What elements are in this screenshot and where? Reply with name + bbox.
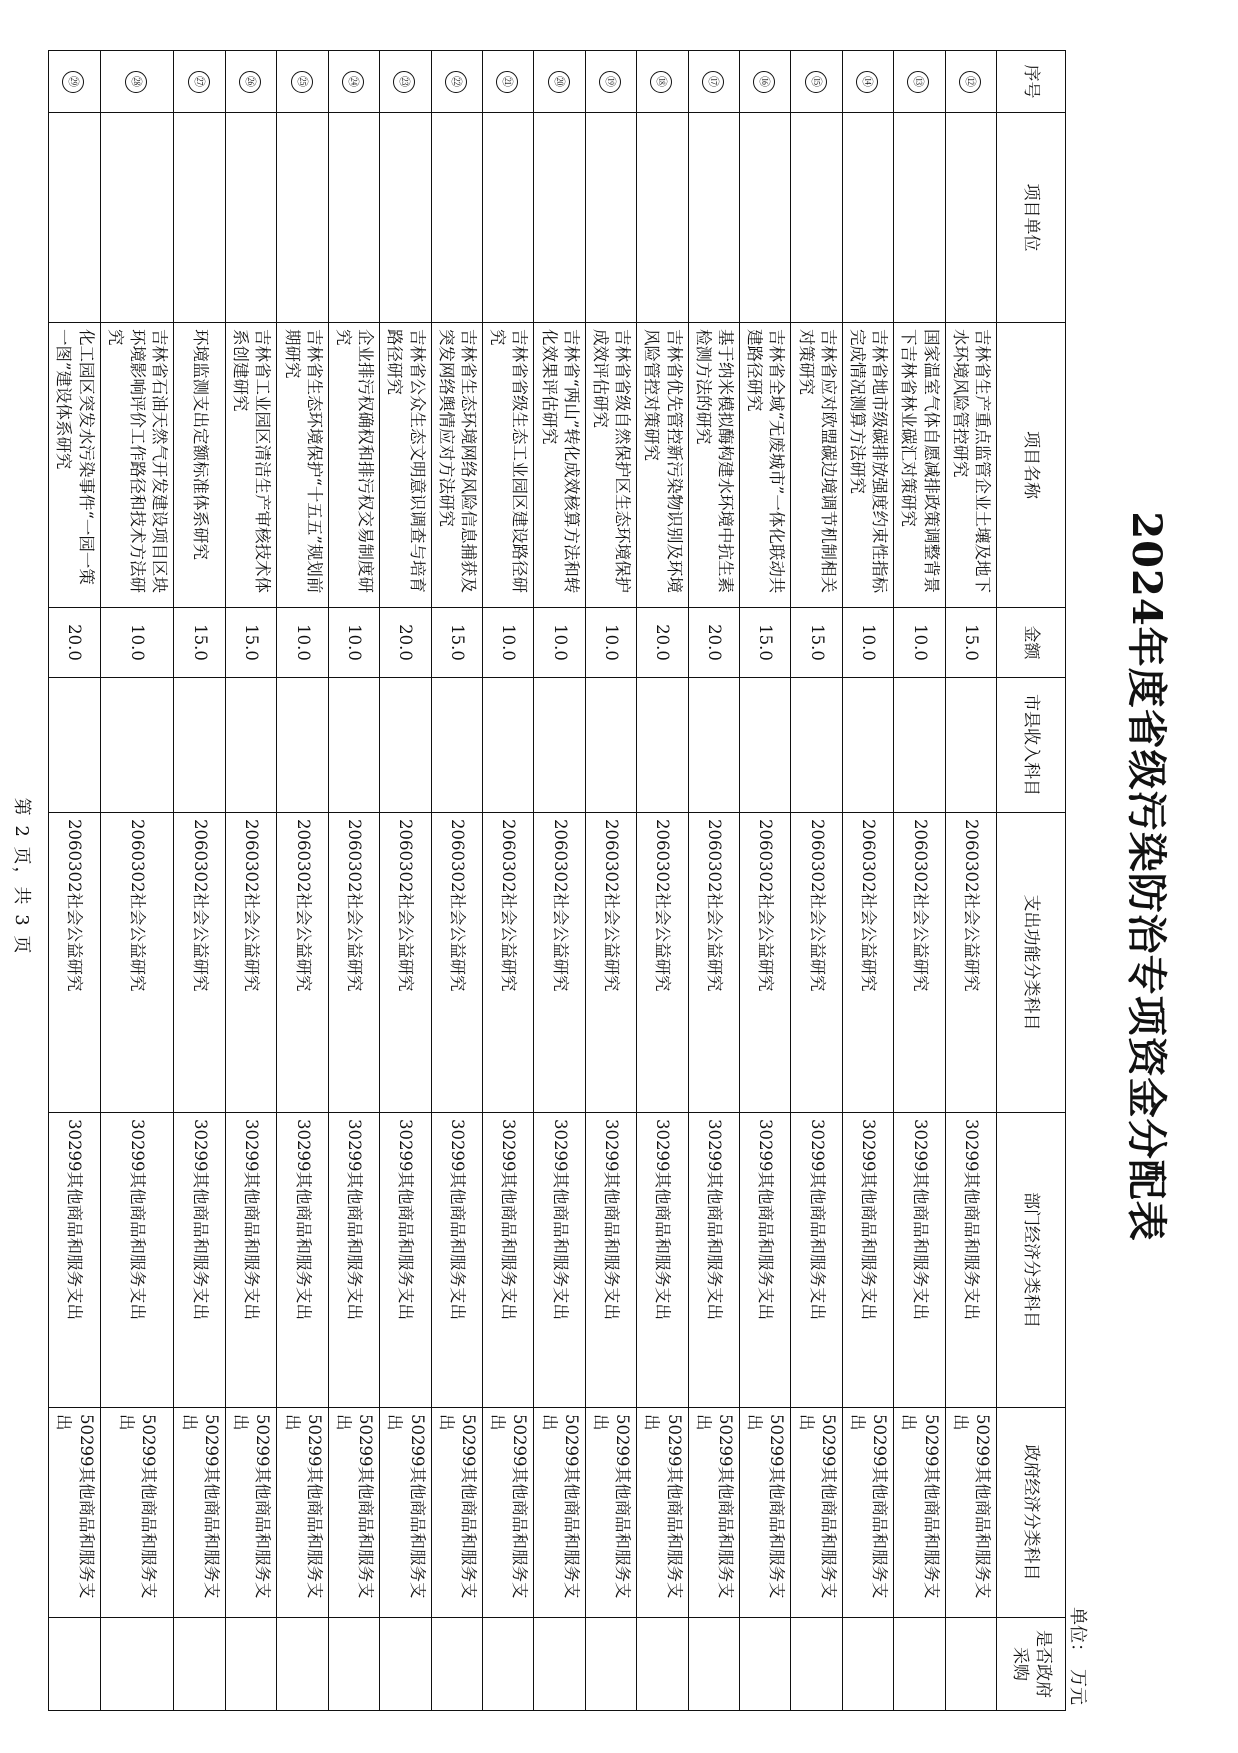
row-proc <box>688 1618 739 1711</box>
row-seq-number: ㉙ <box>62 71 84 93</box>
table-row <box>842 51 893 1711</box>
row-dept: 30299其他商品和服务支出 <box>842 1113 893 1408</box>
row-gov: 50299其他商品和服务支出 <box>482 1408 533 1618</box>
row-proc <box>380 1618 431 1711</box>
row-seq-number: ⑰ <box>702 71 724 93</box>
row-dept: 30299其他商品和服务支出 <box>482 1113 533 1408</box>
row-dept: 30299其他商品和服务支出 <box>894 1113 945 1408</box>
header-func: 支出功能分类科目 <box>997 813 1066 1113</box>
row-func: 2060302社会公益研究 <box>100 813 174 1113</box>
row-dept: 30299其他商品和服务支出 <box>637 1113 688 1408</box>
header-amount: 金额 <box>997 608 1066 678</box>
row-name: 基于纳米模拟酶构建水环境中抗生素检测方法的研究 <box>688 323 739 608</box>
row-dept: 30299其他商品和服务支出 <box>585 1113 636 1408</box>
row-proc <box>100 1618 174 1711</box>
row-seq <box>791 51 842 113</box>
row-func: 2060302社会公益研究 <box>328 813 379 1113</box>
row-county <box>791 678 842 813</box>
row-seq-number: ⑬ <box>907 71 929 93</box>
row-amount: 10.0 <box>534 608 585 678</box>
row-func: 2060302社会公益研究 <box>739 813 790 1113</box>
row-proc <box>49 1618 101 1711</box>
row-seq <box>688 51 739 113</box>
row-gov: 50299其他商品和服务支出 <box>842 1408 893 1618</box>
row-func: 2060302社会公益研究 <box>174 813 225 1113</box>
row-unit <box>482 113 533 323</box>
row-amount: 10.0 <box>328 608 379 678</box>
row-name: 吉林省石油天然气开发建设项目区块环境影响评价工作路径和技术方法研究 <box>100 323 174 608</box>
row-name: 吉林省生产重点监管企业土壤及地下水环境风险管控研究 <box>945 323 996 608</box>
row-county <box>534 678 585 813</box>
row-county <box>277 678 328 813</box>
row-county <box>431 678 482 813</box>
row-name: 企业排污权确权和排污权交易制度研究 <box>328 323 379 608</box>
row-amount: 10.0 <box>277 608 328 678</box>
row-county <box>225 678 276 813</box>
row-county <box>380 678 431 813</box>
header-seq: 序号 <box>997 51 1066 113</box>
row-seq-number: ㉘ <box>125 71 147 93</box>
page-footer: 第 2 页，共 3 页 <box>11 797 32 956</box>
table-row <box>49 51 101 1711</box>
row-dept: 30299其他商品和服务支出 <box>739 1113 790 1408</box>
row-name: 吉林省省级自然保护区生态环境保护成效评估研究 <box>585 323 636 608</box>
row-seq-number: ㉕ <box>291 71 313 93</box>
allocation-table <box>48 50 1066 1711</box>
row-func: 2060302社会公益研究 <box>637 813 688 1113</box>
row-proc <box>534 1618 585 1711</box>
row-proc <box>945 1618 996 1711</box>
row-proc <box>277 1618 328 1711</box>
row-proc <box>585 1618 636 1711</box>
row-seq-number: ㉖ <box>239 71 261 93</box>
row-gov: 50299其他商品和服务支出 <box>174 1408 225 1618</box>
row-gov: 50299其他商品和服务支出 <box>380 1408 431 1618</box>
row-func: 2060302社会公益研究 <box>842 813 893 1113</box>
row-unit <box>534 113 585 323</box>
header-proc: 是否政府采购 <box>997 1618 1066 1711</box>
row-seq-number: ⑮ <box>805 71 827 93</box>
row-seq-number: ㉒ <box>445 71 467 93</box>
row-func: 2060302社会公益研究 <box>945 813 996 1113</box>
row-unit <box>380 113 431 323</box>
row-proc <box>842 1618 893 1711</box>
row-gov: 50299其他商品和服务支出 <box>100 1408 174 1618</box>
row-unit <box>894 113 945 323</box>
table-row <box>791 51 842 1711</box>
row-seq <box>277 51 328 113</box>
row-amount: 10.0 <box>894 608 945 678</box>
header-name: 项目名称 <box>997 323 1066 608</box>
row-county <box>637 678 688 813</box>
row-proc <box>894 1618 945 1711</box>
row-county <box>328 678 379 813</box>
row-func: 2060302社会公益研究 <box>894 813 945 1113</box>
header-gov: 政府经济分类科目 <box>997 1408 1066 1618</box>
row-gov: 50299其他商品和服务支出 <box>431 1408 482 1618</box>
row-dept: 30299其他商品和服务支出 <box>945 1113 996 1408</box>
row-name: 吉林省地市级碳排放强度约束性指标完成情况测算方法研究 <box>842 323 893 608</box>
row-seq-number: ㉑ <box>496 71 518 93</box>
table-row <box>277 51 328 1711</box>
row-unit <box>585 113 636 323</box>
row-seq-number: ⑭ <box>856 71 878 93</box>
table-body <box>49 51 997 1711</box>
row-seq <box>585 51 636 113</box>
row-unit <box>49 113 101 323</box>
row-seq-number: ㉓ <box>393 71 415 93</box>
row-unit <box>328 113 379 323</box>
row-dept: 30299其他商品和服务支出 <box>534 1113 585 1408</box>
table-row <box>328 51 379 1711</box>
row-proc <box>328 1618 379 1711</box>
row-unit <box>842 113 893 323</box>
row-amount: 15.0 <box>225 608 276 678</box>
table-row <box>894 51 945 1711</box>
row-county <box>585 678 636 813</box>
row-gov: 50299其他商品和服务支出 <box>688 1408 739 1618</box>
row-name: 吉林省应对欧盟碳边境调节机制相关对策研究 <box>791 323 842 608</box>
row-unit <box>791 113 842 323</box>
table-row <box>534 51 585 1711</box>
row-name: 吉林省公众生态文明意识调查与培育路径研究 <box>380 323 431 608</box>
row-name: 国家温室气体自愿减排政策调整背景下吉林省林业碳汇对策研究 <box>894 323 945 608</box>
row-proc <box>174 1618 225 1711</box>
row-gov: 50299其他商品和服务支出 <box>894 1408 945 1618</box>
header-dept: 部门经济分类科目 <box>997 1113 1066 1408</box>
row-dept: 30299其他商品和服务支出 <box>688 1113 739 1408</box>
row-seq <box>225 51 276 113</box>
row-dept: 30299其他商品和服务支出 <box>174 1113 225 1408</box>
table-header-row <box>997 51 1066 1711</box>
table-row <box>174 51 225 1711</box>
row-seq <box>637 51 688 113</box>
row-county <box>945 678 996 813</box>
row-seq <box>739 51 790 113</box>
row-amount: 15.0 <box>739 608 790 678</box>
row-unit <box>277 113 328 323</box>
row-amount: 20.0 <box>380 608 431 678</box>
row-amount: 15.0 <box>791 608 842 678</box>
row-unit <box>174 113 225 323</box>
unit-label: 单位： <box>1067 1607 1088 1661</box>
page-title: 2024年度省级污染防治专项资金分配表 <box>1123 511 1170 1242</box>
row-county <box>842 678 893 813</box>
row-func: 2060302社会公益研究 <box>791 813 842 1113</box>
row-seq-number: ⑱ <box>650 71 672 93</box>
table-row <box>482 51 533 1711</box>
row-county <box>482 678 533 813</box>
row-func: 2060302社会公益研究 <box>225 813 276 1113</box>
row-gov: 50299其他商品和服务支出 <box>791 1408 842 1618</box>
row-dept: 30299其他商品和服务支出 <box>49 1113 101 1408</box>
row-name: 吉林省生态环境网络风险信息捕获及突发网络舆情应对方法研究 <box>431 323 482 608</box>
row-name: 吉林省全域“无废城市”一体化联动共建路径研究 <box>739 323 790 608</box>
row-dept: 30299其他商品和服务支出 <box>380 1113 431 1408</box>
row-county <box>894 678 945 813</box>
row-amount: 10.0 <box>842 608 893 678</box>
row-seq <box>49 51 101 113</box>
row-seq-number: ⑲ <box>599 71 621 93</box>
row-func: 2060302社会公益研究 <box>688 813 739 1113</box>
row-proc <box>637 1618 688 1711</box>
row-gov: 50299其他商品和服务支出 <box>225 1408 276 1618</box>
row-seq <box>431 51 482 113</box>
row-seq <box>842 51 893 113</box>
row-gov: 50299其他商品和服务支出 <box>49 1408 101 1618</box>
row-seq <box>945 51 996 113</box>
row-name: 环境监测支出定额标准体系研究 <box>174 323 225 608</box>
row-county <box>688 678 739 813</box>
row-dept: 30299其他商品和服务支出 <box>431 1113 482 1408</box>
table-row <box>739 51 790 1711</box>
row-func: 2060302社会公益研究 <box>49 813 101 1113</box>
row-name: 吉林省“两山”转化成效核算方法和转化效果评估研究 <box>534 323 585 608</box>
row-name: 化工园区突发水污染事件“一园一策一图”建设体系研究 <box>49 323 101 608</box>
row-unit <box>225 113 276 323</box>
table-row <box>585 51 636 1711</box>
row-seq <box>174 51 225 113</box>
row-unit <box>739 113 790 323</box>
row-amount: 10.0 <box>100 608 174 678</box>
unit-note <box>1066 1599 1092 1705</box>
row-county <box>49 678 101 813</box>
row-dept: 30299其他商品和服务支出 <box>225 1113 276 1408</box>
row-amount: 10.0 <box>585 608 636 678</box>
row-func: 2060302社会公益研究 <box>534 813 585 1113</box>
row-gov: 50299其他商品和服务支出 <box>534 1408 585 1618</box>
row-name: 吉林省工业园区清洁生产审核技术体系创建研究 <box>225 323 276 608</box>
row-gov: 50299其他商品和服务支出 <box>277 1408 328 1618</box>
row-amount: 20.0 <box>688 608 739 678</box>
table-row <box>431 51 482 1711</box>
row-amount: 10.0 <box>482 608 533 678</box>
table-row <box>688 51 739 1711</box>
row-proc <box>225 1618 276 1711</box>
row-amount: 20.0 <box>49 608 101 678</box>
header-county: 市县收入科目 <box>997 678 1066 813</box>
row-seq-number: ㉗ <box>188 71 210 93</box>
row-unit <box>100 113 174 323</box>
row-func: 2060302社会公益研究 <box>585 813 636 1113</box>
table-row <box>225 51 276 1711</box>
row-func: 2060302社会公益研究 <box>431 813 482 1113</box>
row-proc <box>791 1618 842 1711</box>
row-gov: 50299其他商品和服务支出 <box>945 1408 996 1618</box>
row-gov: 50299其他商品和服务支出 <box>585 1408 636 1618</box>
table-row <box>100 51 174 1711</box>
table-row <box>380 51 431 1711</box>
row-seq <box>380 51 431 113</box>
row-dept: 30299其他商品和服务支出 <box>100 1113 174 1408</box>
row-name: 吉林省优先管控新污染物识别及环境风险管控对策研究 <box>637 323 688 608</box>
unit-value: 万元 <box>1067 1669 1088 1705</box>
row-name: 吉林省生态环境保护“十五五”规划前期研究 <box>277 323 328 608</box>
row-amount: 20.0 <box>637 608 688 678</box>
row-seq <box>482 51 533 113</box>
row-func: 2060302社会公益研究 <box>482 813 533 1113</box>
row-county <box>174 678 225 813</box>
row-seq-number: ⑯ <box>753 71 775 93</box>
row-amount: 15.0 <box>174 608 225 678</box>
row-seq-number: ㉔ <box>342 71 364 93</box>
row-seq <box>100 51 174 113</box>
row-unit <box>637 113 688 323</box>
row-proc <box>482 1618 533 1711</box>
row-gov: 50299其他商品和服务支出 <box>328 1408 379 1618</box>
row-seq <box>534 51 585 113</box>
row-county <box>739 678 790 813</box>
row-amount: 15.0 <box>431 608 482 678</box>
row-unit <box>688 113 739 323</box>
row-func: 2060302社会公益研究 <box>380 813 431 1113</box>
row-proc <box>431 1618 482 1711</box>
row-county <box>100 678 174 813</box>
row-seq-number: ⑫ <box>959 71 981 93</box>
table-row <box>945 51 996 1711</box>
header-unit: 项目单位 <box>997 113 1066 323</box>
row-dept: 30299其他商品和服务支出 <box>791 1113 842 1408</box>
row-func: 2060302社会公益研究 <box>277 813 328 1113</box>
row-seq-number: ⑳ <box>548 71 570 93</box>
row-unit <box>945 113 996 323</box>
row-gov: 50299其他商品和服务支出 <box>637 1408 688 1618</box>
row-proc <box>739 1618 790 1711</box>
row-dept: 30299其他商品和服务支出 <box>277 1113 328 1408</box>
row-amount: 15.0 <box>945 608 996 678</box>
row-seq <box>328 51 379 113</box>
row-dept: 30299其他商品和服务支出 <box>328 1113 379 1408</box>
row-gov: 50299其他商品和服务支出 <box>739 1408 790 1618</box>
table-row <box>637 51 688 1711</box>
row-unit <box>431 113 482 323</box>
row-name: 吉林省省级生态工业园区建设路径研究 <box>482 323 533 608</box>
row-seq <box>894 51 945 113</box>
